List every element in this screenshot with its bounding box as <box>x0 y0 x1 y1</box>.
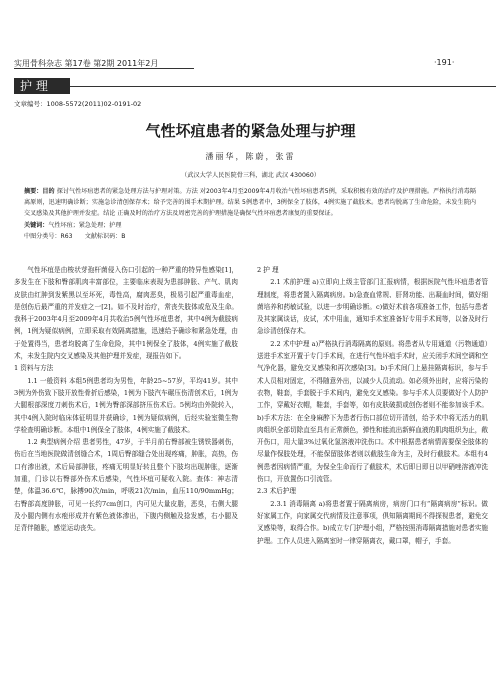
body-paragraph: 1.2 典型病例介绍 患者男性，47岁，于半月前右臀部被生锈铁器刺伤，伤后在当地医院做清创缝合术，1周后臀部缝合处出现疼痛，肿胀，高热，伤口有渗出液，术后局部肿胀，疼痛无明显好转且整个下肢均出现肿胀，逐渐加重，门诊以右臀部外伤术后感染，气性坏疽可疑收入院。查体：神志清楚，体温36.6℃，脉搏90次/min，呼吸21次/min，血压110/90mmHg；右臀部高度肿胀，可见一长约7cm创口，内可见大量皮脂，恶臭，右侧大腿及小腿内侧有水疱形成并有紫色液体渗出，下腹内侧触及捻发感，右小腿及足背伴随胀，感觉运动丧失。 <box>14 438 238 533</box>
section-tag: 护 理 <box>14 78 70 94</box>
body-paragraph: 1.1 一般资料 本组5例患者均为男性，年龄25~57岁，平均41岁。其中3例为外伤致下肢开放性骨折后感染，1例为下肢汽车碾压伤清创术后，1例为大腿根部深度刀刺伤术后，1例为臀部深部挤压伤术后。5例均由外院转入，其中4例入院时临床体征明显并获确诊，1例为疑似病例，后经实验室微生物学检查明确诊断。本组中1例保全了肢体，4例实施了截肢术。 <box>14 376 238 434</box>
section-heading: 2.3 术后护理 <box>257 487 296 496</box>
classification-line: 中图分类号：R63 文献标识码：B <box>24 232 126 240</box>
body-paragraph: 2.1 术前护理 a)立即向上级主管部门汇报病情，根据医院气性坏疽患者管理制度，将患者置入隔离病房。b)急查血常规、肝肾功能、出凝血时间，做好细菌培养和药敏试验，以进一步明确诊断。c)做好术前各项准备工作，包括与患者及其家属谈话，皮试，术中用血，通知手术室准备好专用手术间等，以备及时行急诊清创保存术。 <box>257 278 488 336</box>
abstract-block <box>24 186 476 242</box>
running-header-journal: 实用骨科杂志 第17卷 第2期 2011年2月 <box>14 59 159 68</box>
right-column <box>257 264 488 547</box>
section-heading: 2 护 理 <box>257 266 279 274</box>
article-title: 气性坏疽患者的紧急处理与护理 <box>145 122 356 140</box>
abstract-label: 摘要：目的 <box>24 188 55 195</box>
section-tag-rule <box>70 86 496 87</box>
author-list: 潘丽华，陈蔚，张雷 <box>205 152 296 161</box>
abstract-text: 探讨气性坏疽患者的紧急处理方法与护理对策。方法 对2003年4月至2009年4月收治气性坏疽患者5例，采取积极有效的治疗及护理措施。严格执行消毒隔离原则，迅速明确诊断；实施急诊清创保存术；给予完善的围手术期护理。结果 5例患者中，3例保全了肢体，4例实施了截肢术。患者均脱离了生命危险，未发生院内交叉感染及其他护理并发症。结论 正确及时的治疗方法及周密完善的护理措施是确保气性坏疽患者康复的重要保证。 <box>24 188 476 218</box>
running-header-page: ·191· <box>434 58 455 67</box>
section-heading: 1 资料与方法 <box>14 364 54 373</box>
affiliation: （武汉大学人民医院骨三科，湖北 武汉 430060） <box>181 172 320 179</box>
article-number: 文章编号：1008-5572(2011)02-0191-02 <box>14 100 142 108</box>
keywords-text: 气性坏疽；紧急处理；护理 <box>48 221 122 229</box>
header-rule <box>14 68 194 69</box>
keywords-line <box>24 220 476 231</box>
body-paragraph: 气性坏疽是由梭状芽孢杆菌侵入伤口引起的一种严重的特异性感染[1]，多发生在下肢和臀部肌肉丰富部位，主要临床表现为患部肿胀、产气、肌肉皮肤由红肿到发紫黑以至坏死，毒性高，腐肉恶臭，极易引起严重毒血症，是创伤后最严重的并发症之一[2]。如不及时治疗，常丧失肢体或危及生命。我科于2003年4月至2009年4月共收治5例气性坏疽患者，其中4例为截肢病例，1例为疑似病例，立即采取有效隔离措施，迅速给予确诊和紧急处理，由于处置得当，患者均脱离了生命危险，其中1例保全了肢体，4例实施了截肢术，未发生院内交叉感染及其他护理并发症，现报告如下。 <box>14 266 238 361</box>
abstract-paragraph <box>24 186 476 220</box>
body-paragraph: 2.3.1 消毒隔离 a)将患者置于隔离病房，病房门口有“隔离病房”标识。做好家属工作，向家属交代病情及注意事项，俱知隔离期间不得探视患者，避免交叉感染等，取得合作。b)成立专门护理小组，严格按照消毒隔离措施对患者实施护理。工作人员进入隔离室时一律穿隔离衣，戴口罩，帽子，手套。 <box>257 499 488 545</box>
body-paragraph: 2.2 术中护理 a)严格执行消毒隔离的原则。将患者从专用通道（污物通道）送进手术室开置于专门手术间，在进行气性坏疽手术时，应关闭手术间空调和空气净化器，避免交叉感染和再次感染[3]。b)手术间门上悬挂隔离标识，参与手术人员相对固定，不得随意外出，以减少人员流动。如必须外出时，应将污染的衣物，鞋套，手套脱于手术间内，避免交叉感染。参与手术人员要做好个人防护工作，穿戴好衣帽，鞋套，手套等，如有皮肤破损或创伤者则不能参加该手术。b)手术方法：在全身麻醉下为患者行伤口部位切开清创，给予术中将无活力的肌肉组织全部切除直至具有正常颜色，弹性和能流出新鲜血液的肌肉组织为止，敞开伤口，用大量3%过氧化氢溶液冲洗伤口。术中根据患者病情需要保全肢体的尽量作保肢处理，不能保留肢体者则以截肢生命为主，及时行截肢术。本组有4例患者因病情严重，为保全生命而行了截肢术，术后即日即日以甲硝唑溶液冲洗伤口，开放置伤口引流管。 <box>257 339 488 484</box>
left-column <box>14 264 238 535</box>
keywords-label: 关键词： <box>24 221 49 229</box>
